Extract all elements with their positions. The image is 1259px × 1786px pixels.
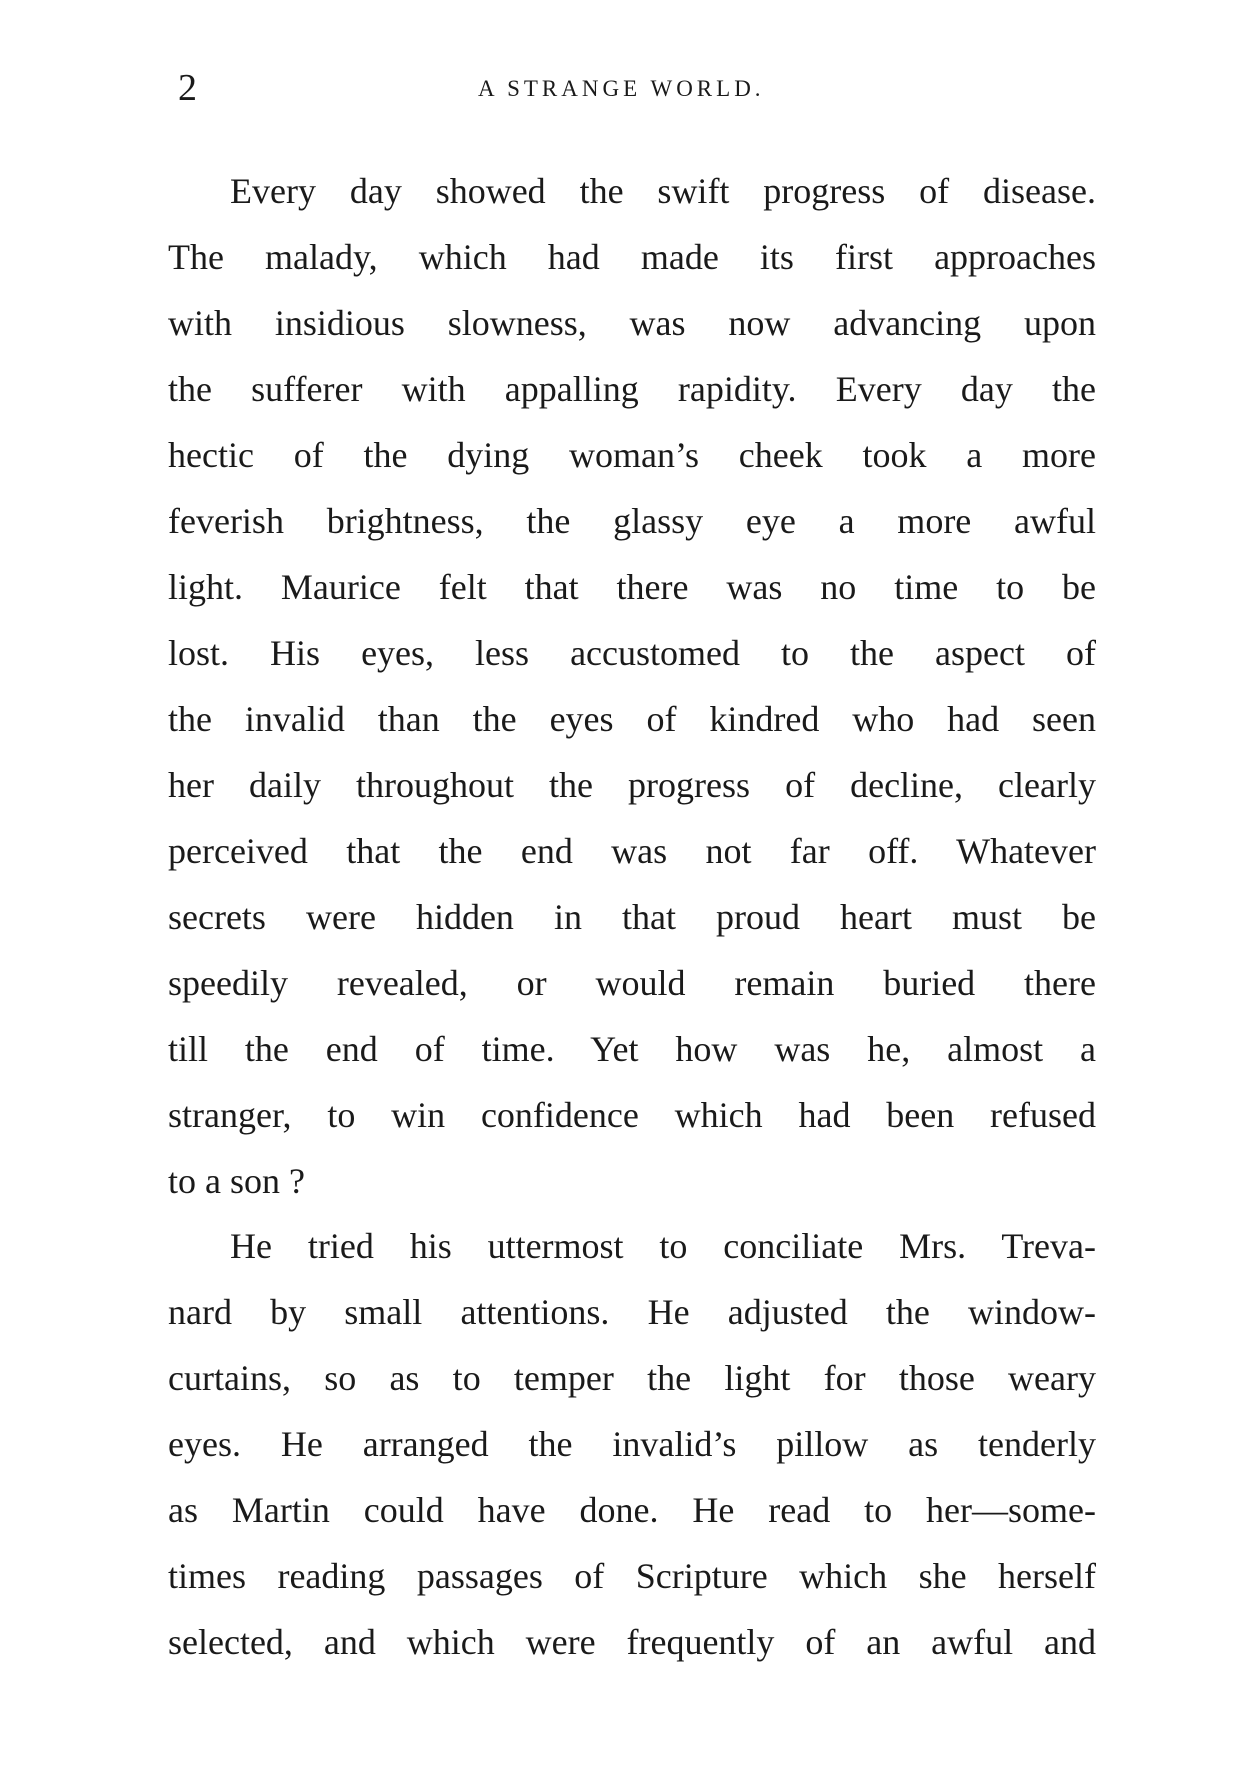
text-line: He tried his uttermost to conciliate Mrs. Treva- — [230, 1226, 1096, 1266]
text-line: to a son ? — [168, 1161, 305, 1201]
text-line: stranger, to win confidence which had been refused — [168, 1095, 1096, 1135]
text-line: The malady, which had made its first approaches — [168, 237, 1096, 277]
paragraph-2 — [168, 1213, 1096, 1675]
text-line: speedily revealed, or would remain buried there — [168, 963, 1096, 1003]
text-line: feverish brightness, the glassy eye a more awful — [168, 501, 1096, 541]
page-number: 2 — [178, 67, 197, 109]
running-head — [178, 66, 1096, 110]
text-line: the sufferer with appalling rapidity. Every day the — [168, 369, 1096, 409]
text-line: Every day showed the swift progress of disease. — [230, 171, 1096, 211]
text-line: selected, and which were frequently of an awful and — [168, 1622, 1096, 1662]
paragraph-1 — [168, 158, 1096, 1214]
text-line: light. Maurice felt that there was no time to be — [168, 567, 1096, 607]
text-line: hectic of the dying woman’s cheek took a more — [168, 435, 1096, 475]
text-line: till the end of time. Yet how was he, almost a — [168, 1029, 1096, 1069]
text-line: with insidious slowness, was now advancing upon — [168, 303, 1096, 343]
text-line: as Martin could have done. He read to her—some- — [168, 1490, 1096, 1530]
text-line: perceived that the end was not far off. Whatever — [168, 831, 1096, 871]
text-line: eyes. He arranged the invalid’s pillow as tenderly — [168, 1424, 1096, 1464]
running-title: A STRANGE WORLD. — [478, 76, 765, 101]
text-line: times reading passages of Scripture which she herself — [168, 1556, 1096, 1596]
text-line: secrets were hidden in that proud heart must be — [168, 897, 1096, 937]
text-line: her daily throughout the progress of decline, clearly — [168, 765, 1096, 805]
text-line: lost. His eyes, less accustomed to the aspect of — [168, 633, 1096, 673]
text-line: curtains, so as to temper the light for those weary — [168, 1358, 1096, 1398]
text-line: nard by small attentions. He adjusted the window- — [168, 1292, 1096, 1332]
text-line: the invalid than the eyes of kindred who had seen — [168, 699, 1096, 739]
